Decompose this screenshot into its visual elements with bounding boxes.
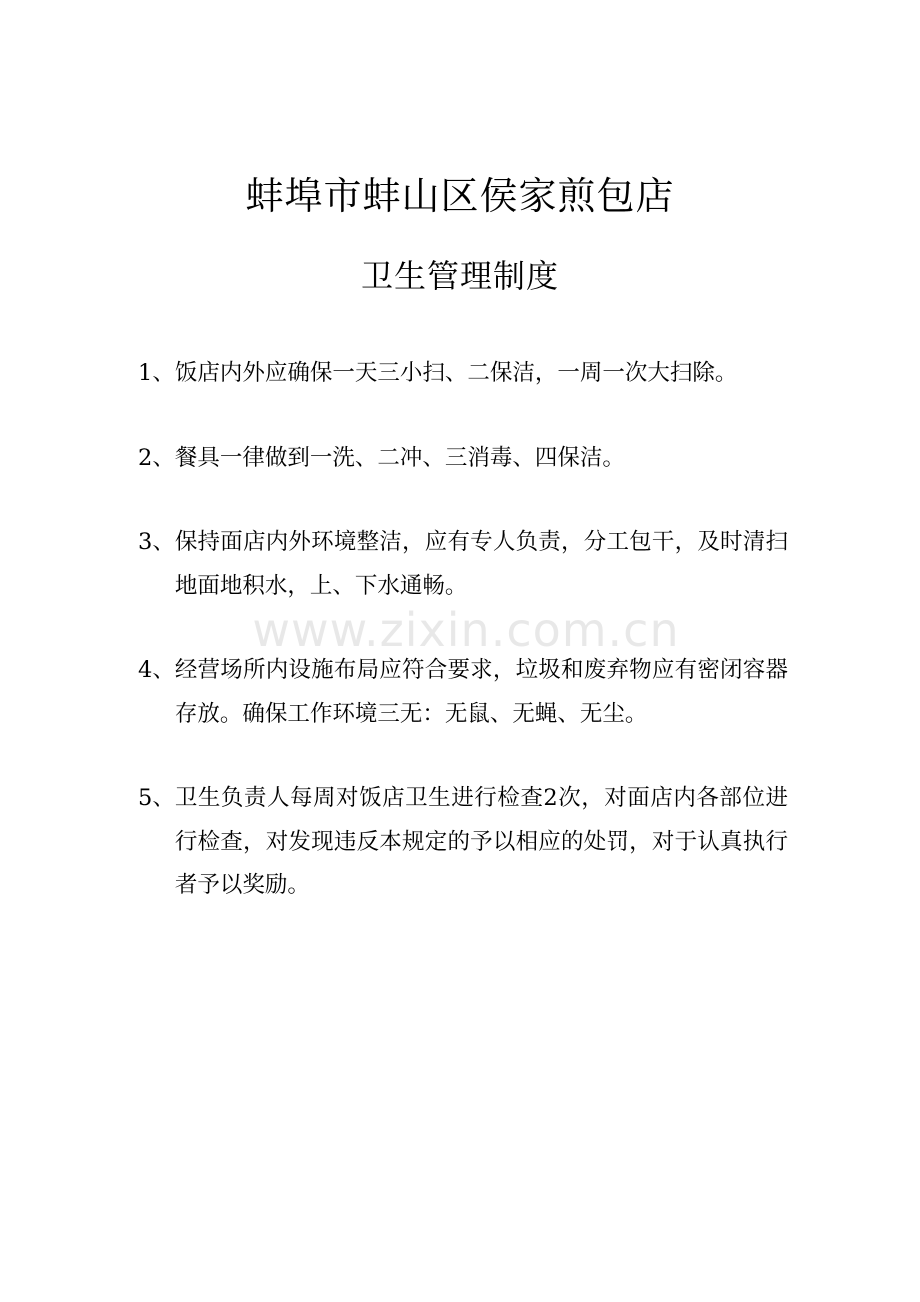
rule-item xyxy=(138,777,788,908)
rule-text: 饭店内外应确保一天三小扫、二保洁，一周一次大扫除。 xyxy=(174,360,738,386)
rule-number: 5、 xyxy=(138,785,175,811)
rule-number: 4、 xyxy=(138,657,175,683)
watermark: www.zixin.com.cn xyxy=(252,603,680,657)
document-subtitle: 卫生管理制度 xyxy=(360,257,559,295)
rule-text: 餐具一律做到一洗、二冲、三消毒、四保洁。 xyxy=(174,444,625,471)
rule-number: 1、 xyxy=(138,360,175,386)
rule-text: 卫生负责人每周对饭店卫生进行检查2次，对面店内各部位进行检查，对发现违反本规定的予以相应的处罚，对于认真执行者予以奖励。 xyxy=(174,785,788,898)
rule-item xyxy=(138,521,788,608)
rules-list xyxy=(138,352,788,949)
rule-item xyxy=(138,352,788,396)
document-title: 蚌埠市蚌山区侯家煎包店 xyxy=(245,174,675,218)
rule-number: 2、 xyxy=(138,444,175,471)
rule-number: 3、 xyxy=(138,529,175,555)
rule-text: 经营场所内设施布局应符合要求，垃圾和废弃物应有密闭容器存放。确保工作环境三无：无鼠、无蝇、无尘。 xyxy=(174,657,788,727)
rule-item xyxy=(138,649,788,736)
rule-text: 保持面店内外环境整洁，应有专人负责，分工包干，及时清扫地面地积水，上、下水通畅。 xyxy=(174,529,788,599)
rule-item xyxy=(138,437,788,481)
